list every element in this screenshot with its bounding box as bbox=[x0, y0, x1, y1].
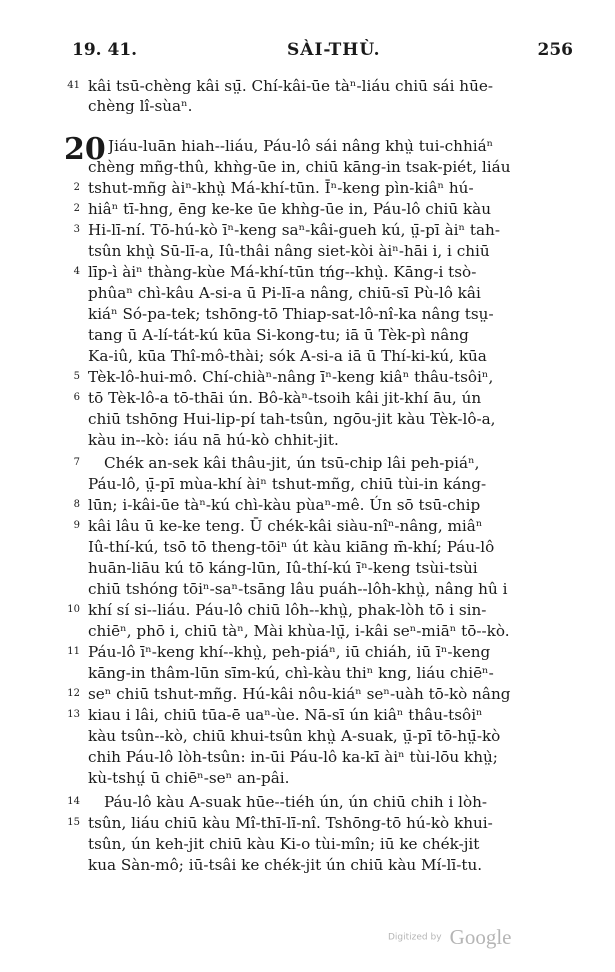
verse-number: 4 bbox=[73, 266, 80, 277]
text-line: chiēⁿ, phō i, chiū tàⁿ, Mài khùa-lṳ̄, i-kâi seⁿ-miāⁿ tō--kò. bbox=[88, 622, 510, 640]
watermark-logo: Google bbox=[449, 925, 512, 949]
text-line: Páu-lô īⁿ-keng khí--khṳ̀, peh-piáⁿ, iū chiáh, iū īⁿ-keng bbox=[88, 643, 491, 661]
text-line: huān-liāu kú tō káng-lūn, Iû-thí-kú īⁿ-keng tsùi-tsùi bbox=[88, 559, 478, 577]
text-line: Jiáu-luān hiah--liáu, Páu-lô sái nâng khṳ̀ tui-chhiáⁿ bbox=[108, 137, 494, 155]
page-header bbox=[72, 40, 573, 64]
verse-number: 13 bbox=[67, 709, 80, 720]
text-line: tshut-mñg àiⁿ-khṳ̀ Má-khí-tūn. Īⁿ-keng pìn-kiâⁿ hú- bbox=[88, 179, 474, 197]
verse-number: 5 bbox=[73, 371, 80, 382]
page-number: 256 bbox=[537, 40, 573, 60]
verse-number: 8 bbox=[73, 499, 80, 510]
watermark-prefix: Digitized by bbox=[388, 932, 442, 943]
text-line: Iû-thí-kú, tsō tō theng-tōiⁿ út kàu kiāng m̄-khí; Páu-lô bbox=[88, 538, 495, 556]
text-line: līp-ì àiⁿ thàng-kùe Má-khí-tūn tńg--khṳ̀. Kāng-i tsò- bbox=[88, 263, 477, 281]
chapter-number: 20 bbox=[64, 132, 106, 167]
text-line: chiū tshóng tōiⁿ-saⁿ-tsāng lâu puáh--lôh-khṳ̀, nâng hû i bbox=[88, 580, 508, 598]
text-line: tō Tèk-lô-a tō-thāi ún. Bô-kàⁿ-tsoih kâi jit-khí āu, ún bbox=[88, 389, 482, 407]
text-line: chih Páu-lô lòh-tsûn: in-ūi Páu-lô ka-kī àiⁿ tùi-lōu khṳ̀; bbox=[88, 748, 498, 766]
text-line: kâi lâu ū ke-ke teng. Ū chék-kâi siàu-nîⁿ-nâng, miâⁿ bbox=[88, 517, 483, 535]
verse-number: 9 bbox=[73, 520, 80, 531]
text-line: tsûn, liáu chiū kàu Mî-thī-lī-nî. Tshōng-tō hú-kò khui- bbox=[88, 814, 493, 832]
text-line: Tèk-lô-hui-mô. Chí-chiàⁿ-nâng īⁿ-keng kiâⁿ thâu-tsôiⁿ, bbox=[88, 368, 494, 386]
text-line: chèng lî-sùaⁿ. bbox=[88, 97, 193, 115]
text-line: kiau i lâi, chiū tūa-ē uaⁿ-ùe. Nā-sī ún kiâⁿ thâu-tsôiⁿ bbox=[88, 706, 483, 724]
text-line: lūn; i-kâi-ūe tàⁿ-kú chì-kàu pùaⁿ-mê. Ún sō tsū-chip bbox=[88, 496, 481, 514]
text-line: kù-tshṳ́ ū chiēⁿ-seⁿ an-pâi. bbox=[88, 769, 290, 787]
text-line: kua Sàn-mô; iū-tsâi ke chék-jit ún chiū kàu Mí-lī-tu. bbox=[88, 856, 483, 874]
text-line: Páu-lô, ṳ̄-pī mùa-khí àiⁿ tshut-mñg, chiū tùi-in káng- bbox=[88, 475, 487, 493]
verse-number: 15 bbox=[67, 817, 80, 828]
text-line: tang ū A-lí-tát-kú kūa Si-kong-tu; iā ū Tèk-pì nâng bbox=[88, 326, 469, 344]
verse-number: 2 bbox=[73, 182, 80, 193]
text-line: seⁿ chiū tshut-mñg. Hú-kâi nôu-kiáⁿ seⁿ-uàh tō-kò nâng bbox=[88, 685, 511, 703]
text-line: kàu in--kò: iáu nā hú-kò chhit-jit. bbox=[88, 431, 339, 449]
text-line: Ka-iû, kūa Thî-mô-thài; sók A-si-a iā ū Thí-ki-kú, kūa bbox=[88, 347, 487, 365]
verse-number: 12 bbox=[67, 688, 80, 699]
text-line: tsûn, ún keh-jit chiū kàu Ki-o tùi-mîn; iū ke chék-jit bbox=[88, 835, 480, 853]
verse-number: 14 bbox=[67, 796, 80, 807]
text-line: hiâⁿ tī-hng, ēng ke-ke ūe khǹg-ūe in, Páu-lô chiū kàu bbox=[88, 200, 492, 218]
text-line: kiáⁿ Só-pa-tek; tshōng-tō Thiap-sat-lô-nî-ka nâng tsṳ- bbox=[88, 305, 494, 323]
text-line: tsûn khṳ̀ Sū-lī-a, Iû-thâi nâng siet-kòi àiⁿ-hāi i, i chiū bbox=[88, 242, 490, 260]
text-line: Hi-lī-ní. Tō-hú-kò īⁿ-keng saⁿ-kâi-gueh kú, ṳ̄-pī àiⁿ tah- bbox=[88, 221, 500, 239]
header-chapter-verse: 19. 41. bbox=[72, 40, 138, 60]
header-title: SÀI-THÙ. bbox=[287, 40, 381, 60]
verse-number: 7 bbox=[73, 457, 80, 468]
text-line: phûaⁿ chì-kâu A-si-a ū Pi-lī-a nâng, chiū-sī Pù-lô kâi bbox=[88, 284, 481, 302]
verse-number: 6 bbox=[73, 392, 80, 403]
text-line: kâi tsū-chèng kâi sṳ̄. Chí-kâi-ūe tàⁿ-liáu chiū sái hūe- bbox=[88, 77, 493, 95]
text-line: Chék an-sek kâi thâu-jit, ún tsū-chip lâi peh-piáⁿ, bbox=[104, 454, 480, 472]
text-line: Páu-lô kàu A-suak hūe--tiéh ún, ún chiū chih i lòh- bbox=[104, 793, 488, 811]
watermark bbox=[388, 925, 511, 950]
text-line: khí sí si--liáu. Páu-lô chiū lôh--khṳ̀, phak-lòh tō i sin- bbox=[88, 601, 487, 619]
text-line: chiū tshōng Hui-lip-pí tah-tsûn, ngōu-jit kàu Tèk-lô-a, bbox=[88, 410, 496, 428]
text-line: kāng-in thâm-lūn sīm-kú, chì-kàu thiⁿ kng, liáu chiēⁿ- bbox=[88, 664, 494, 682]
verse-number: 10 bbox=[67, 604, 80, 615]
verse-number: 2 bbox=[73, 203, 80, 214]
verse-number: 3 bbox=[73, 224, 80, 235]
verse-number: 41 bbox=[67, 80, 80, 91]
verse-number: 11 bbox=[67, 646, 80, 657]
text-line: chèng mñg-thû, khǹg-ūe in, chiū kāng-in tsak-piét, liáu bbox=[88, 158, 511, 176]
text-line: kàu tsûn--kò, chiū khui-tsûn khṳ̀ A-suak, ṳ̄-pī tō-hṳ̄-kò bbox=[88, 727, 501, 745]
